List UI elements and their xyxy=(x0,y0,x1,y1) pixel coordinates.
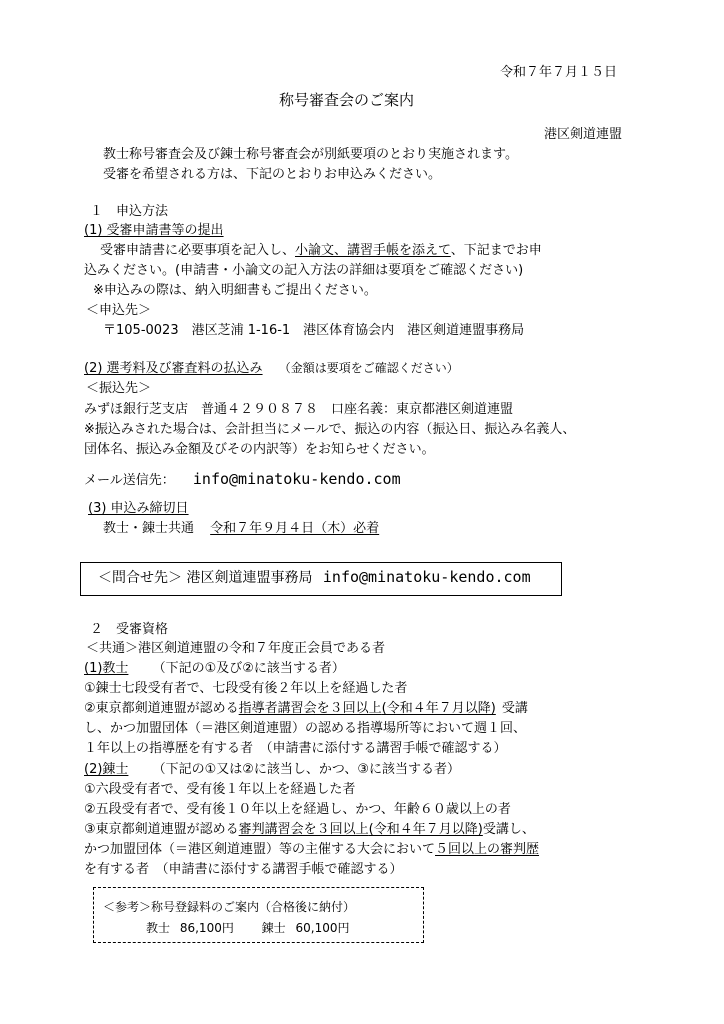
sub1-note: ※申込みの際は、納入明細書もご提出ください。 xyxy=(93,283,377,298)
kyoshi-item-2-post: 受講 xyxy=(501,701,528,716)
kyoshi-fee-label: 教士 xyxy=(146,921,171,935)
fees-row xyxy=(146,920,350,937)
sub1-line-1-post: 、下記までお申 xyxy=(450,243,542,258)
mail-label: メール送信先： xyxy=(84,473,175,488)
kyoshi-heading: (1)教士 xyxy=(84,661,129,676)
sub1-line-1-emphasis: 小論文、講習手帳を添えて xyxy=(295,243,451,258)
contact-email[interactable]: info@minatoku-kendo.com xyxy=(322,568,531,586)
sub2-heading-row xyxy=(84,360,459,377)
page-title: 称号審査会のご案内 xyxy=(279,91,415,109)
kyoshi-heading-row xyxy=(84,660,345,677)
intro-line-1: 教士称号審査会及び錬士称号審査会が別紙要項のとおり実施されます。 xyxy=(103,147,518,162)
fees-heading: ＜参考＞称号登録料のご案内（合格後に納付） xyxy=(103,900,356,914)
sub1-dest-address: 〒105-0023 港区芝浦 1-16-1 港区体育協会内 港区剣道連盟事務局 xyxy=(103,323,525,338)
deadline-row xyxy=(103,520,379,537)
kyoshi-item-2-emphasis-1: 指導者講習会を３回以上 xyxy=(238,701,382,716)
sub1-line-1 xyxy=(100,242,542,259)
renshi-heading: (2)錬士 xyxy=(84,762,129,777)
kyoshi-condition: （下記の①及び②に該当する者） xyxy=(152,661,345,676)
renshi-condition: （下記の①又は②に該当し、かつ、③に該当する者） xyxy=(152,762,461,777)
renshi-fee: 60,100円 xyxy=(295,921,350,935)
sender: 港区剣道連盟 xyxy=(544,127,623,142)
section-1-heading: １ 申込方法 xyxy=(90,204,169,219)
renshi-item-3-pre: ③東京都剣道連盟が認める xyxy=(84,822,239,837)
sub1-line-2: 込みください。(申請書・小論文の記入方法の詳細は要項をご確認ください) xyxy=(84,263,524,278)
kyoshi-item-2 xyxy=(84,700,528,717)
sub1-heading: (1) 受審申請書等の提出 xyxy=(84,223,224,238)
common-requirement: ＜共通＞港区剣道連盟の令和７年度正会員である者 xyxy=(86,641,386,656)
sub2-note-line-2: 団体名、振込み金額及びその内訳等）をお知らせください。 xyxy=(84,442,435,457)
contact-label: ＜問合せ先＞ 港区剣道連盟事務局 xyxy=(98,570,313,586)
renshi-item-3-post: 受講し、 xyxy=(482,822,535,837)
renshi-heading-row xyxy=(84,761,460,778)
renshi-item-3-emphasis-1: 審判講習会を３回以上 xyxy=(238,822,369,837)
renshi-item-3-line-2-pre: かつ加盟団体（＝港区剣道連盟）等の主催する大会において xyxy=(84,842,436,857)
contact-row xyxy=(98,569,531,587)
issue-date: 令和７年７月１５日 xyxy=(500,65,618,80)
deadline-date: 令和７年９月４日（木）必着 xyxy=(210,521,380,536)
renshi-item-3-emphasis-2: (令和４年７月以降) xyxy=(368,822,483,837)
renshi-fee-label: 錬士 xyxy=(261,921,286,935)
renshi-item-1: ①六段受有者で、受有後１年以上を経過した者 xyxy=(84,782,356,797)
renshi-item-3-line-3: を有する者 （申請書に添付する講習手帳で確認する） xyxy=(84,862,403,877)
sub2-heading-note: （金額は要項をご確認ください） xyxy=(278,361,459,375)
sub2-dest-label: ＜振込先＞ xyxy=(86,381,152,396)
renshi-item-2: ②五段受有者で、受有後１０年以上を経過し、かつ、年齢６０歳以上の者 xyxy=(84,802,511,817)
intro-line-2: 受審を希望される方は、下記のとおりお申込みください。 xyxy=(103,167,442,182)
sub3-heading: (3) 申込み締切日 xyxy=(88,501,189,516)
sub2-note-line-1: ※振込みされた場合は、会計担当にメールで、振込の内容（振込日、振込み名義人、 xyxy=(84,422,576,437)
deadline-label: 教士・錬士共通 xyxy=(103,521,195,536)
sub1-line-1-pre: 受審申請書に必要事項を記入し、 xyxy=(100,243,296,258)
mail-row xyxy=(84,471,401,489)
sub2-heading: (2) 選考料及び審査料の払込み xyxy=(84,361,263,376)
renshi-item-3-line-2 xyxy=(84,841,539,858)
renshi-item-3 xyxy=(84,821,535,838)
sub1-dest-label: ＜申込先＞ xyxy=(86,303,152,318)
kyoshi-item-1: ①錬士七段受有者で、七段受有後２年以上を経過した者 xyxy=(84,681,408,696)
kyoshi-fee: 86,100円 xyxy=(179,921,234,935)
bank-account: みずほ銀行芝支店 普通４２９０８７８ 口座名義：東京都港区剣道連盟 xyxy=(84,402,514,417)
kyoshi-item-2-line-3: １年以上の指導歴を有する者 （申請書に添付する講習手帳で確認する） xyxy=(84,741,507,756)
kyoshi-item-2-pre: ②東京都剣道連盟が認める xyxy=(84,701,239,716)
renshi-item-3-line-2-emphasis: ５回以上の審判歴 xyxy=(435,842,540,857)
section-2-heading: ２ 受審資格 xyxy=(90,622,169,637)
mail-address[interactable]: info@minatoku-kendo.com xyxy=(192,470,401,488)
kyoshi-item-2-line-2: し、かつ加盟団体（＝港区剣道連盟）の認める指導場所等において週１回、 xyxy=(84,721,527,736)
kyoshi-item-2-emphasis-2: (令和４年７月以降) xyxy=(381,701,496,716)
